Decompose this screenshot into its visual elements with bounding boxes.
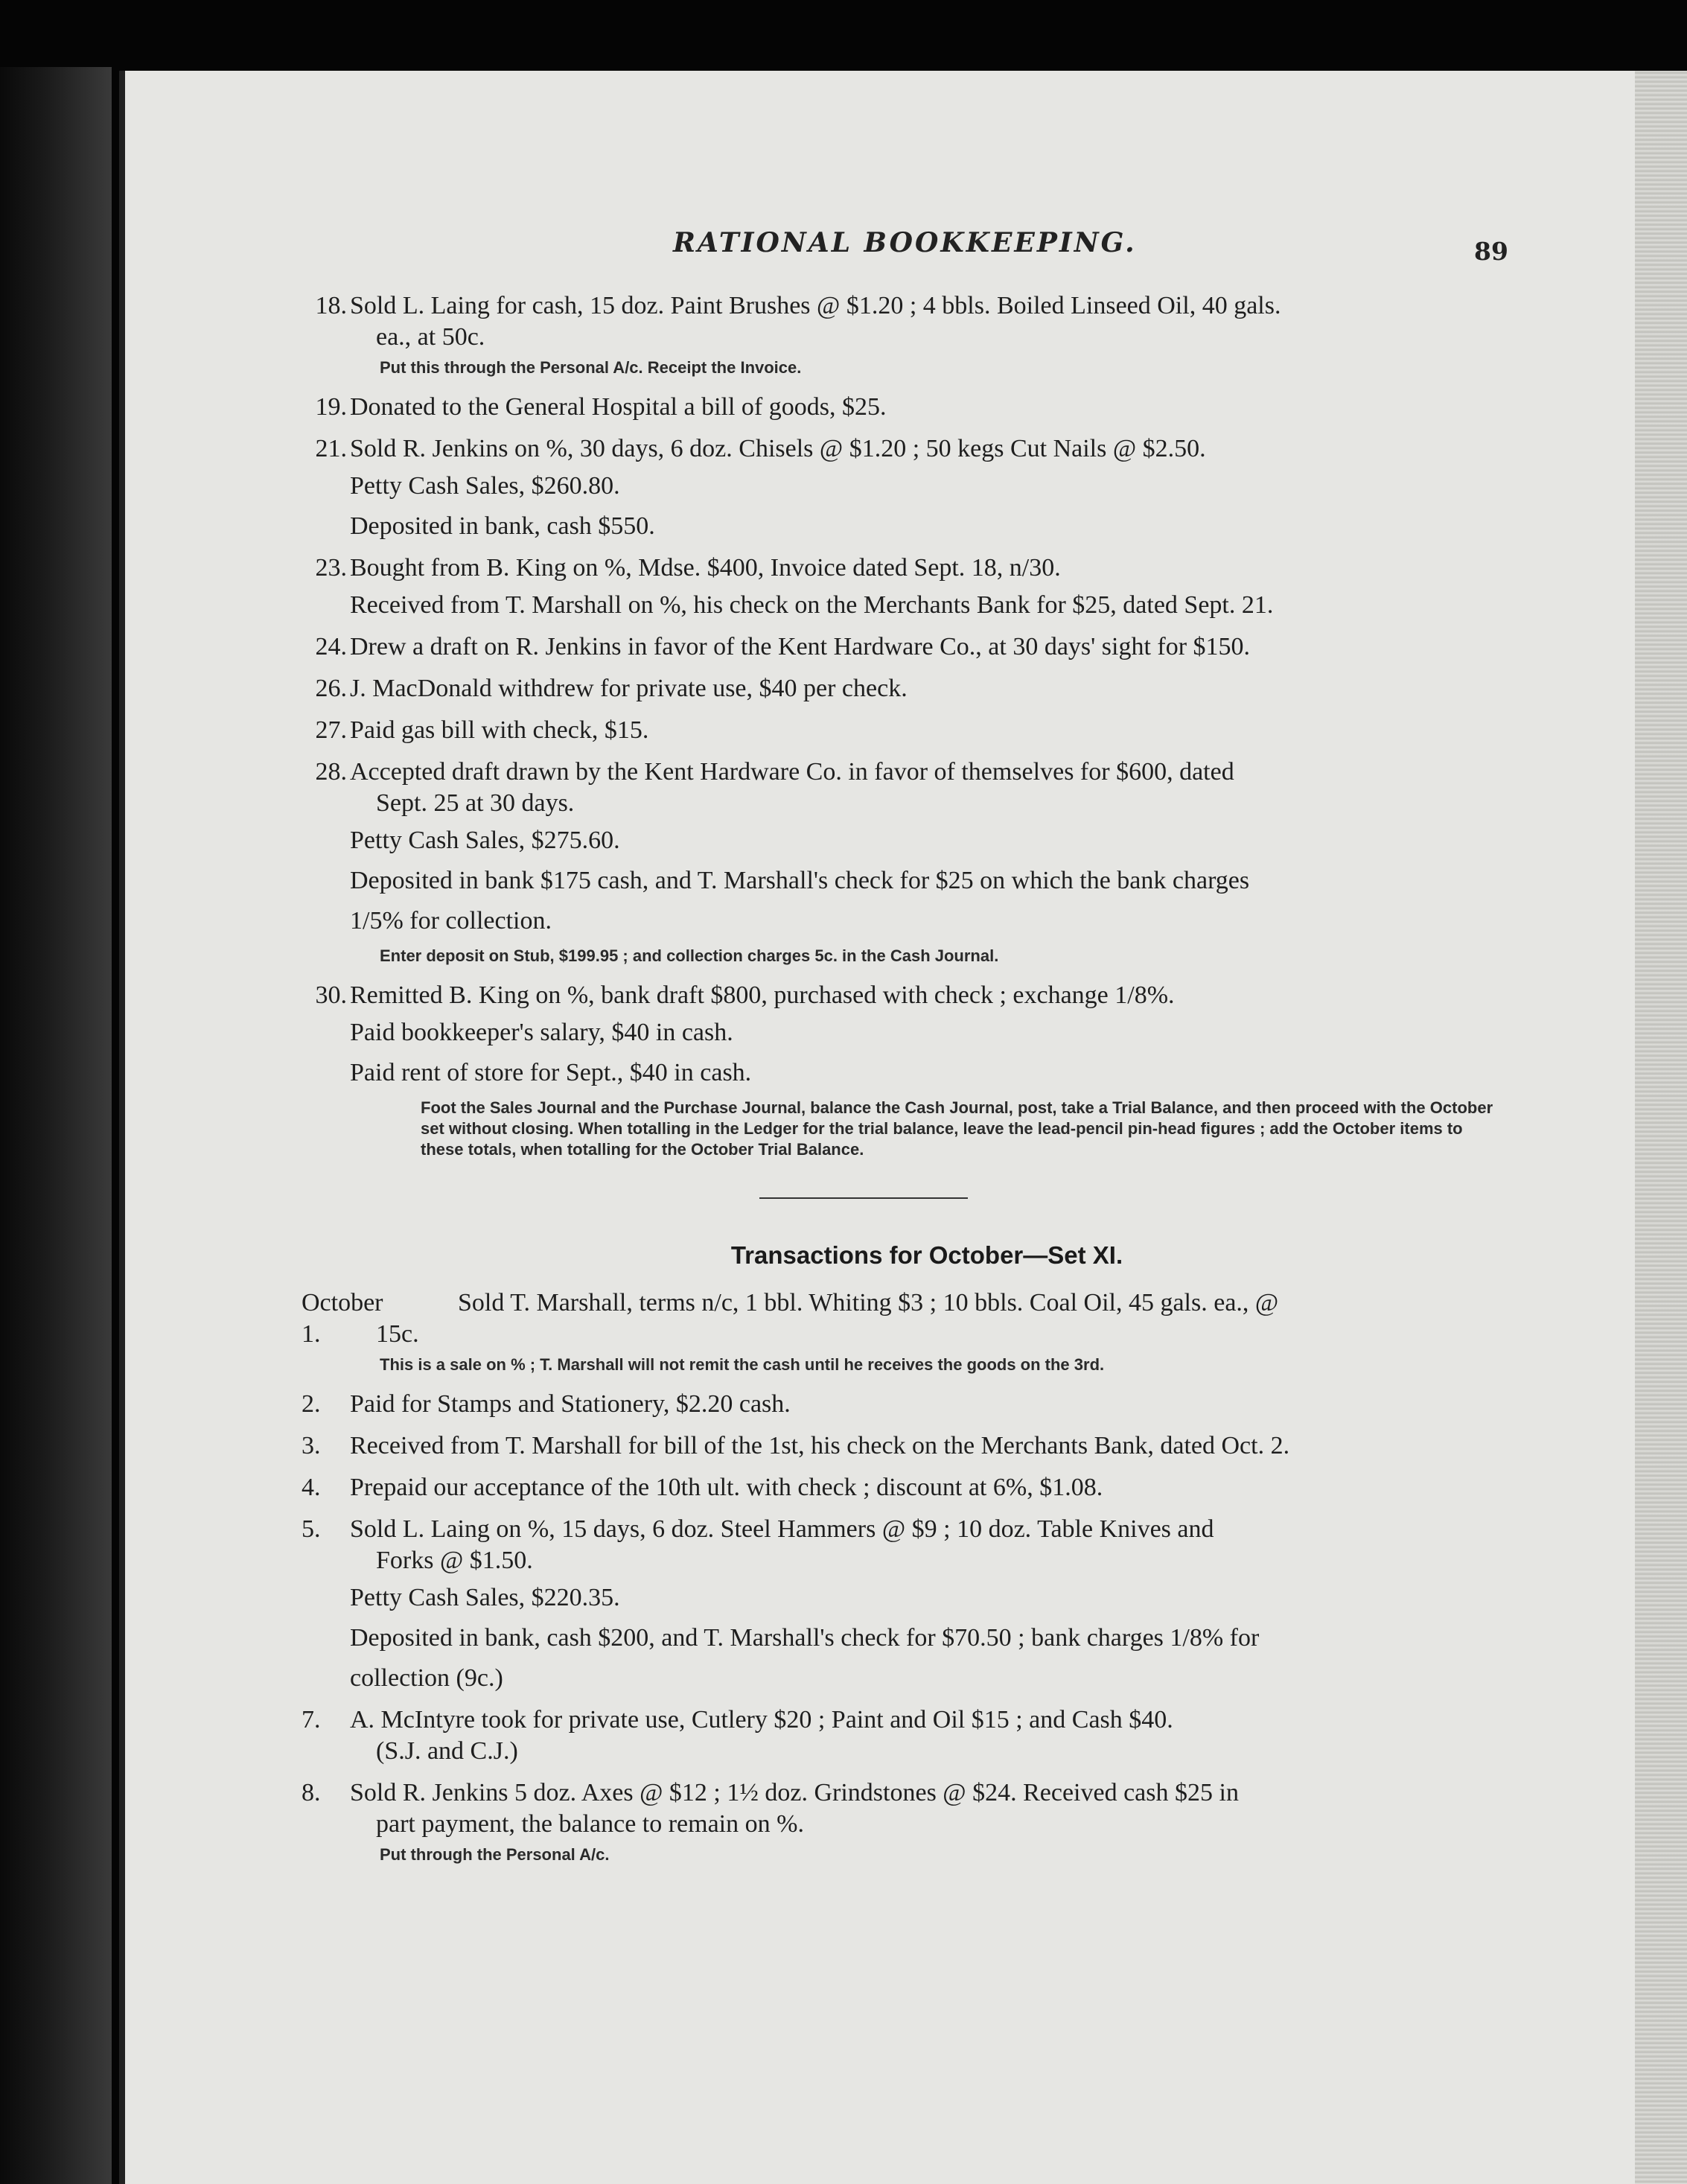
transaction-entry	[302, 1430, 1504, 1462]
section-title: Transactions for October—Set XI.	[730, 1241, 1123, 1269]
entry-line: Sold R. Jenkins 5 doz. Axes @ $12 ; 1½ doz. Grindstones @ $24. Received cash $25 in	[350, 1779, 1239, 1806]
page-number: 89	[1474, 237, 1508, 266]
entry-line: A. McIntyre took for private use, Cutlery $20 ; Paint and Oil $15 ; and Cash $40.	[350, 1706, 1173, 1733]
september-transactions	[315, 290, 1504, 1160]
page-edge-stack	[1635, 71, 1687, 2184]
entry-line: 15c.	[376, 1320, 419, 1348]
entry-line: part payment, the balance to remain on %.	[376, 1810, 804, 1838]
entry-date: 3.	[302, 1432, 321, 1459]
entry-line: Sold L. Laing on %, 15 days, 6 doz. Steel Hammers @ $9 ; 10 doz. Table Knives and	[350, 1515, 1214, 1543]
october-transactions	[302, 1287, 1504, 1865]
entry-line: Remitted B. King on %, bank draft $800, purchased with check ; exchange 1/8%.	[350, 981, 1175, 1009]
entry-subline: Petty Cash Sales, $220.35.	[350, 1584, 620, 1611]
transaction-entry	[315, 433, 1504, 542]
entry-line: Drew a draft on R. Jenkins in favor of the Kent Hardware Co., at 30 days' sight for $150.	[350, 633, 1251, 660]
entry-date: 4.	[302, 1474, 321, 1501]
entry-instruction-note: Foot the Sales Journal and the Purchase Journal, balance the Cash Journal, post, take a Trial Balance, and then proceed with the October set without closing. When totalling in the Ledger for the trial balance, leave the lead-pencil pin-head figures ; add the October items to these totals, when totalling for the October Trial Balance.	[421, 1098, 1493, 1159]
transaction-entry	[302, 1777, 1504, 1865]
entry-subline: collection (9c.)	[350, 1664, 503, 1692]
entry-line: ea., at 50c.	[376, 323, 485, 351]
entry-line: Accepted draft drawn by the Kent Hardware Co. in favor of themselves for $600, dated	[350, 758, 1234, 786]
entry-line: Paid gas bill with check, $15.	[350, 716, 649, 744]
page-content	[302, 290, 1504, 1879]
transaction-entry	[315, 553, 1504, 621]
entry-line: Sept. 25 at 30 days.	[376, 789, 575, 817]
entry-date: 19.	[315, 393, 347, 421]
entry-subline: Paid bookkeeper's salary, $40 in cash.	[350, 1019, 733, 1046]
entry-line: Sold L. Laing for cash, 15 doz. Paint Brushes @ $1.20 ; 4 bbls. Boiled Linseed Oil, 40 gals.	[350, 292, 1281, 319]
entry-line: Paid for Stamps and Stationery, $2.20 cash.	[350, 1390, 791, 1418]
entry-date: 7.	[302, 1706, 321, 1733]
transaction-entry	[315, 715, 1504, 746]
transaction-entry	[315, 757, 1504, 967]
entry-date: 18.	[315, 292, 347, 319]
entry-subline: 1/5% for collection.	[350, 907, 552, 935]
entry-line: Sold R. Jenkins on %, 30 days, 6 doz. Chisels @ $1.20 ; 50 kegs Cut Nails @ $2.50.	[350, 435, 1206, 462]
entry-date: 28.	[315, 758, 347, 786]
entry-line: Donated to the General Hospital a bill of goods, $25.	[350, 393, 887, 421]
running-header: RATIONAL BOOKKEEPING.	[673, 227, 1137, 258]
transaction-entry	[315, 290, 1504, 378]
transaction-entry	[302, 1704, 1504, 1767]
entry-instruction-note: This is a sale on % ; T. Marshall will not remit the cash until he receives the goods on the 3rd.	[380, 1355, 1105, 1374]
entry-date: 24.	[315, 633, 347, 660]
entry-line: (S.J. and C.J.)	[376, 1737, 518, 1765]
transaction-entry	[315, 980, 1504, 1160]
entry-date: 27.	[315, 716, 347, 744]
transaction-entry	[315, 673, 1504, 704]
entry-date: 30.	[315, 981, 347, 1009]
transaction-entry	[302, 1472, 1504, 1503]
transaction-entry	[302, 1389, 1504, 1420]
entry-line: Prepaid our acceptance of the 10th ult. with check ; discount at 6%, $1.08.	[350, 1474, 1103, 1501]
entry-date: 26.	[315, 675, 347, 702]
entry-subline: Petty Cash Sales, $275.60.	[350, 827, 620, 854]
entry-line: Bought from B. King on %, Mdse. $400, Invoice dated Sept. 18, n/30.	[350, 554, 1061, 582]
transaction-entry	[315, 392, 1504, 423]
entry-line: Forks @ $1.50.	[376, 1547, 533, 1574]
entry-instruction-note: Enter deposit on Stub, $199.95 ; and collection charges 5c. in the Cash Journal.	[380, 946, 999, 965]
entry-subline: Deposited in bank, cash $550.	[350, 512, 655, 540]
entry-date: 2.	[302, 1390, 321, 1418]
entry-date: October 1.	[302, 1289, 383, 1348]
entry-subline: Received from T. Marshall on %, his check on the Merchants Bank for $25, dated Sept. 21.	[350, 591, 1274, 619]
entry-line: J. MacDonald withdrew for private use, $40 per check.	[350, 675, 908, 702]
entry-date: 23.	[315, 554, 347, 582]
entry-subline: Deposited in bank, cash $200, and T. Marshall's check for $70.50 ; bank charges 1/8% for	[350, 1624, 1260, 1652]
transaction-entry	[315, 631, 1504, 663]
entry-subline: Petty Cash Sales, $260.80.	[350, 472, 620, 500]
entry-instruction-note: Put through the Personal A/c.	[380, 1845, 610, 1864]
section-divider	[759, 1197, 968, 1199]
transaction-entry	[302, 1514, 1504, 1694]
transaction-entry	[302, 1287, 1504, 1375]
entry-date: 8.	[302, 1779, 321, 1806]
entry-subline: Deposited in bank $175 cash, and T. Marshall's check for $25 on which the bank charges	[350, 867, 1250, 894]
entry-instruction-note: Put this through the Personal A/c. Receipt the Invoice.	[380, 358, 802, 377]
entry-date: 21.	[315, 435, 347, 462]
previous-page-edge	[0, 67, 112, 2184]
entry-date: 5.	[302, 1515, 321, 1543]
entry-line: Sold T. Marshall, terms n/c, 1 bbl. Whiting $3 ; 10 bbls. Coal Oil, 45 gals. ea., @	[458, 1289, 1279, 1317]
entry-subline: Paid rent of store for Sept., $40 in cash.	[350, 1059, 752, 1086]
entry-line: Received from T. Marshall for bill of the 1st, his check on the Merchants Bank, dated Oct. 2.	[350, 1432, 1290, 1459]
